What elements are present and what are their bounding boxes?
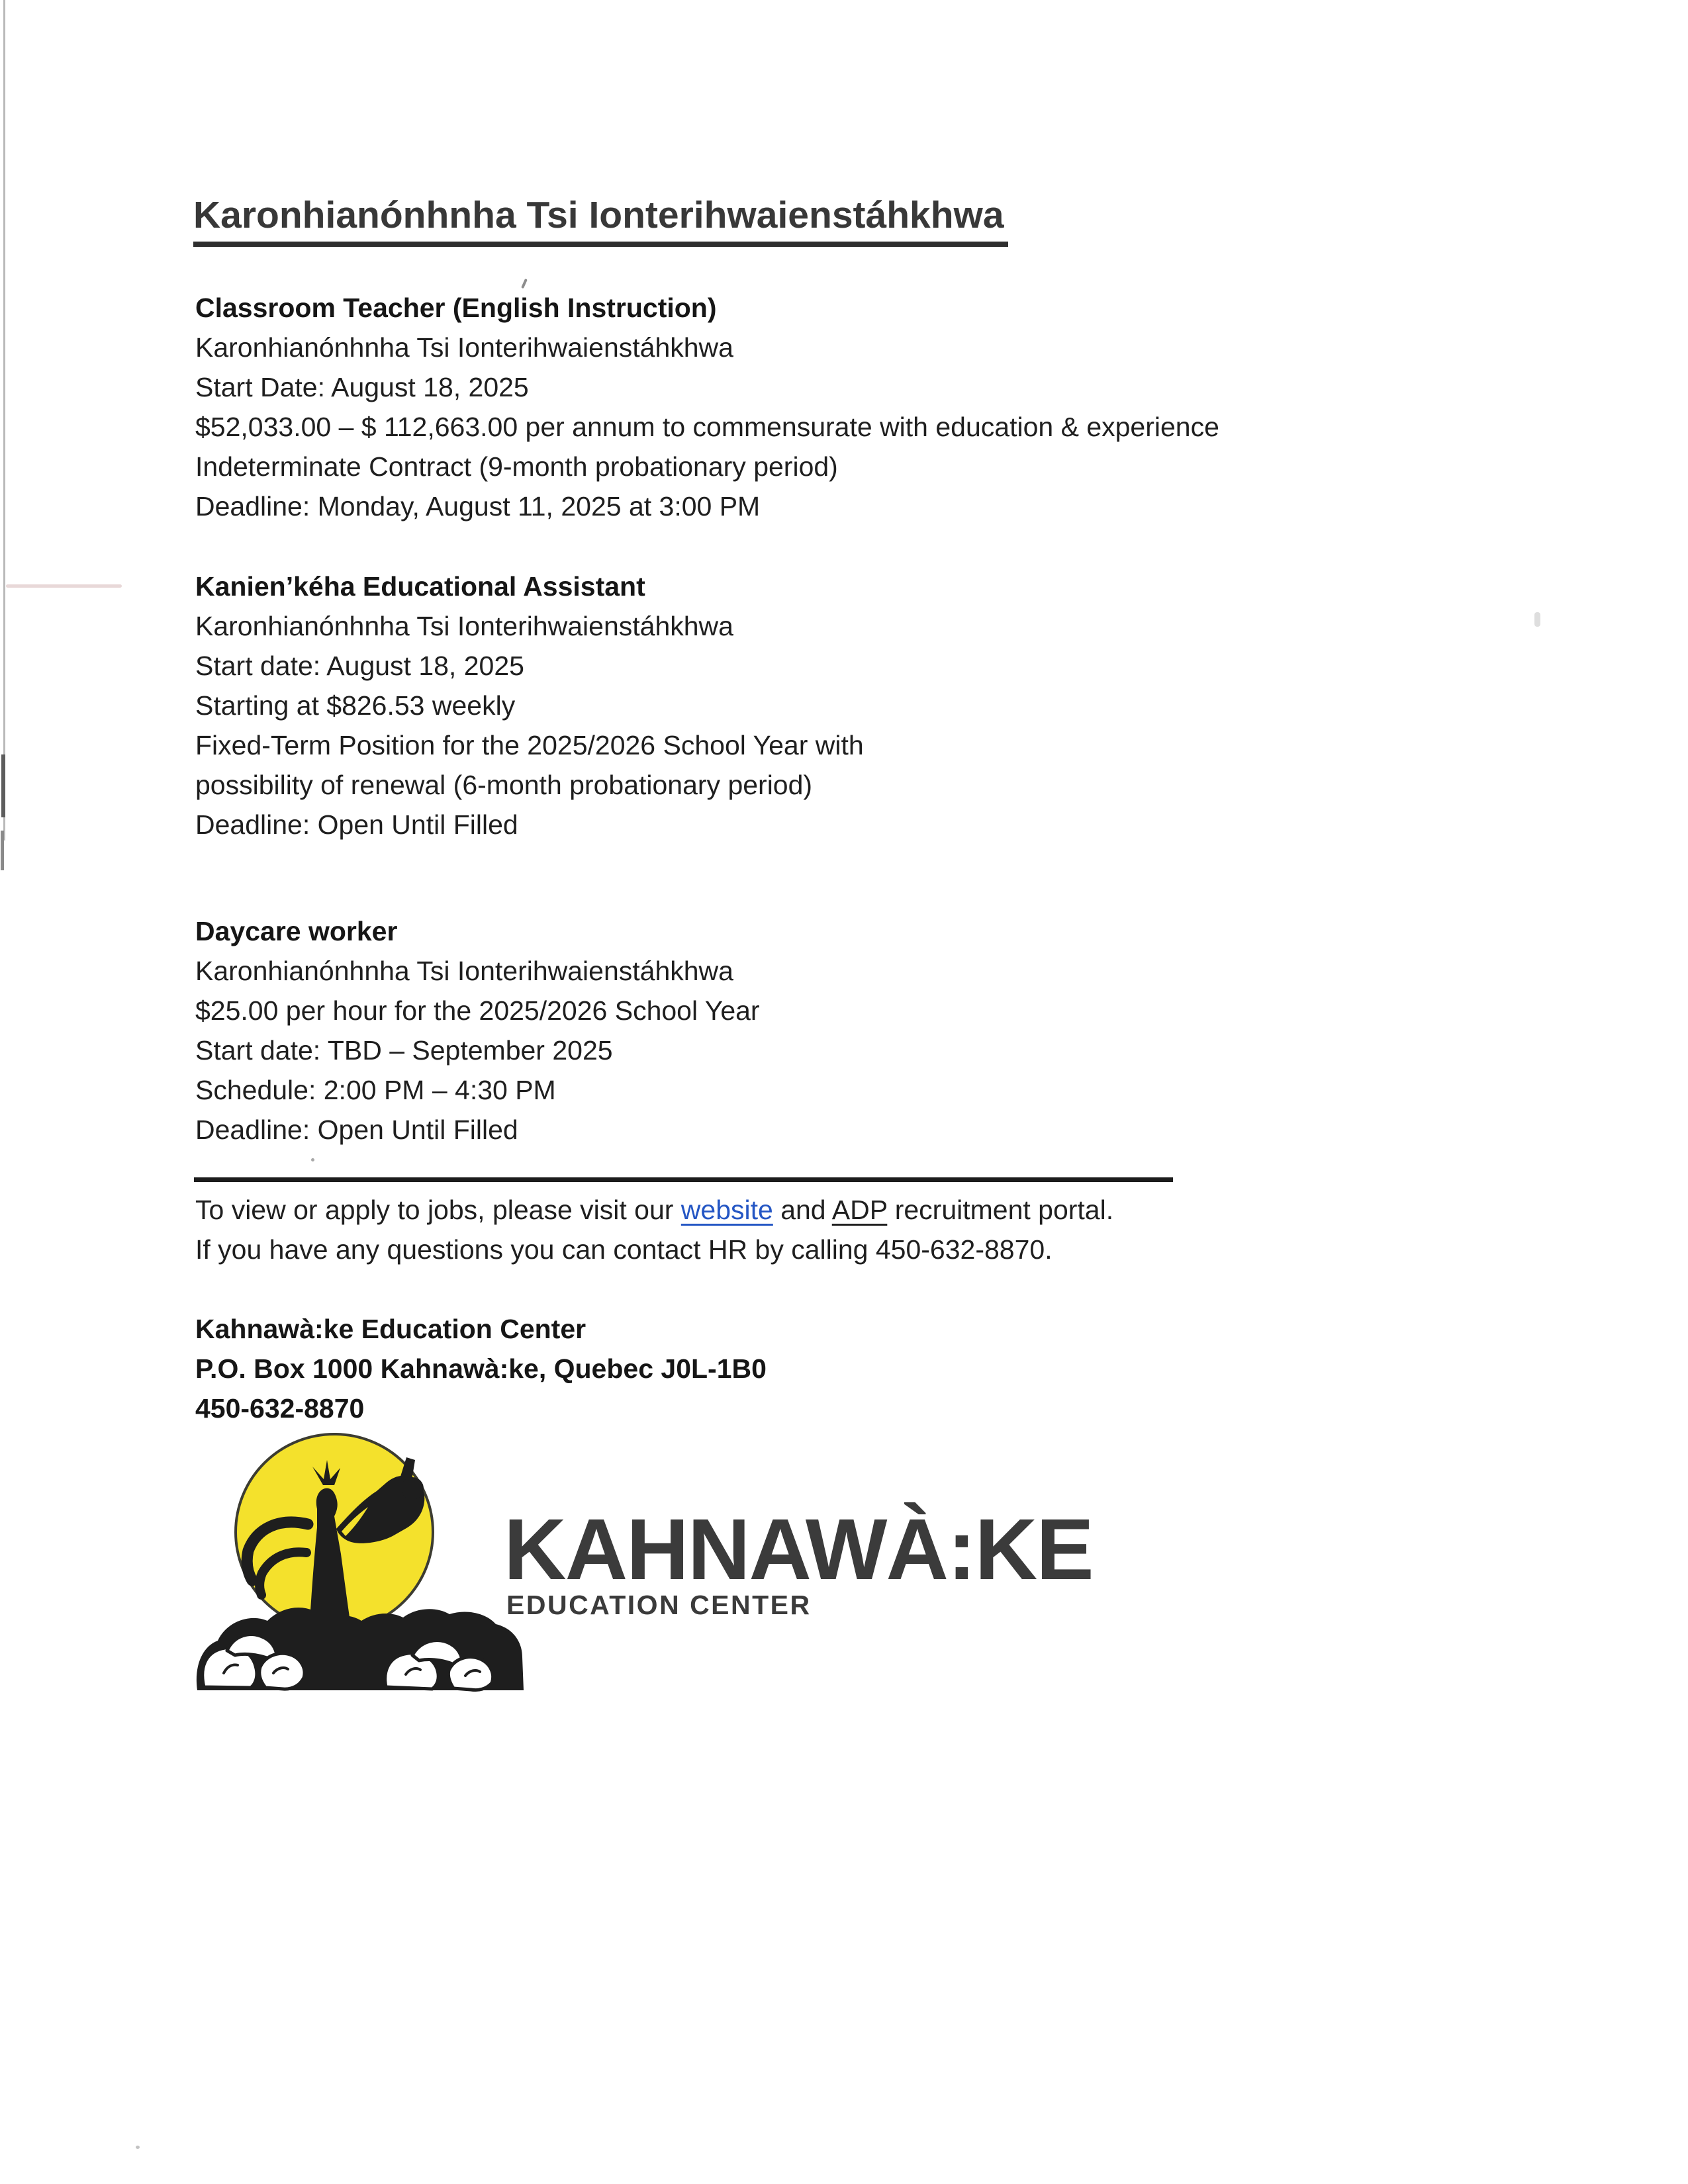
section-line: Deadline: Open Until Filled bbox=[195, 1115, 518, 1145]
section-line: Karonhianónhnha Tsi Ionterihwaienstáhkhwa bbox=[195, 332, 733, 363]
scan-edge-mark bbox=[1, 754, 5, 817]
divider-rule bbox=[194, 1177, 1173, 1182]
section-line: Schedule: 2:00 PM – 4:30 PM bbox=[195, 1075, 556, 1105]
contact-line: If you have any questions you can contact HR by calling 450-632-8870. bbox=[195, 1234, 1053, 1265]
apply-text-post: recruitment portal. bbox=[887, 1195, 1114, 1225]
section-heading: Classroom Teacher (English Instruction) bbox=[195, 293, 717, 323]
scan-speck bbox=[311, 1158, 314, 1161]
org-phone: 450-632-8870 bbox=[195, 1393, 365, 1424]
org-address: P.O. Box 1000 Kahnawà:ke, Quebec J0L-1B0 bbox=[195, 1353, 767, 1384]
scan-speck bbox=[136, 2146, 140, 2149]
section-line: Start Date: August 18, 2025 bbox=[195, 372, 529, 402]
job-section-daycare-worker bbox=[195, 911, 760, 1150]
logo-graphic bbox=[187, 1422, 1114, 1706]
section-line: Deadline: Open Until Filled bbox=[195, 809, 518, 840]
section-line: $25.00 per hour for the 2025/2026 School Year bbox=[195, 995, 760, 1026]
section-line: Karonhianónhnha Tsi Ionterihwaienstáhkhwa bbox=[195, 956, 733, 986]
section-line: Fixed-Term Position for the 2025/2026 School Year with bbox=[195, 730, 864, 760]
section-line: Starting at $826.53 weekly bbox=[195, 690, 516, 721]
scan-edge-mark bbox=[1, 831, 4, 870]
address-block bbox=[195, 1309, 767, 1428]
section-line: Karonhianónhnha Tsi Ionterihwaienstáhkhwa bbox=[195, 611, 733, 641]
website-link[interactable]: website bbox=[680, 1195, 773, 1225]
apply-text-mid: and bbox=[773, 1195, 832, 1225]
section-heading: Kanien’kéha Educational Assistant bbox=[195, 571, 645, 602]
adp-link[interactable]: ADP bbox=[831, 1195, 888, 1225]
section-line: Indeterminate Contract (9-month probationary period) bbox=[195, 451, 838, 482]
job-section-educational-assistant bbox=[195, 567, 864, 844]
org-name: Kahnawà:ke Education Center bbox=[195, 1314, 586, 1344]
apply-paragraph bbox=[195, 1190, 1113, 1269]
page-title: Karonhianónhnha Tsi Ionterihwaienstáhkhwa bbox=[193, 193, 1008, 247]
section-line: Start date: TBD – September 2025 bbox=[195, 1035, 613, 1066]
apply-text-pre: To view or apply to jobs, please visit our bbox=[195, 1195, 681, 1225]
section-line: Start date: August 18, 2025 bbox=[195, 651, 524, 681]
scan-speck bbox=[521, 279, 528, 289]
section-line: possibility of renewal (6-month probationary period) bbox=[195, 770, 813, 800]
logo-title: KAHNAWÀ:KE bbox=[504, 1500, 1093, 1598]
scan-edge-line bbox=[3, 0, 5, 841]
apply-line-1 bbox=[195, 1190, 1113, 1230]
logo-subtitle: EDUCATION CENTER bbox=[506, 1590, 812, 1620]
job-section-classroom-teacher bbox=[195, 288, 1219, 526]
section-heading: Daycare worker bbox=[195, 916, 398, 946]
section-line: Deadline: Monday, August 11, 2025 at 3:00 PM bbox=[195, 491, 761, 522]
scan-smudge bbox=[1534, 612, 1540, 627]
kahnawake-education-center-logo bbox=[187, 1422, 1114, 1706]
section-line: $52,033.00 – $ 112,663.00 per annum to commensurate with education & experience bbox=[195, 412, 1219, 442]
scan-smudge bbox=[6, 584, 122, 588]
